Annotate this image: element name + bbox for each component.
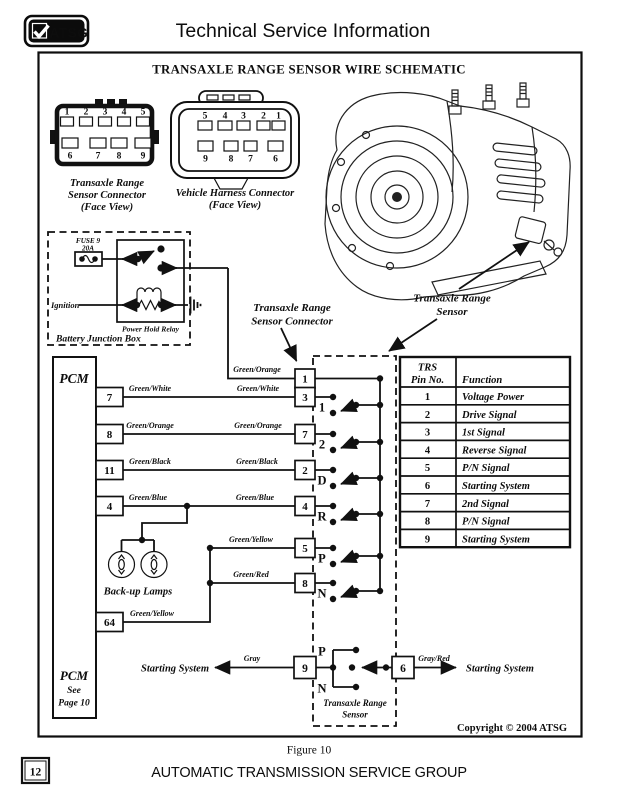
starting-system-label: Starting System [466, 663, 534, 675]
gear-position: N [317, 586, 327, 601]
fuse-name: FUSE 9 [75, 237, 101, 245]
pcm-pin: 11 [104, 465, 115, 477]
wire-color-label: Gray [243, 654, 261, 663]
pcm-module [53, 357, 123, 718]
pcm-pin: 8 [106, 429, 113, 441]
logo-text: ATSG [49, 25, 89, 41]
contact-letter: P [318, 644, 326, 659]
pcm-label: PCM [59, 371, 89, 386]
gear-position: R [317, 509, 327, 524]
pin-number: 9 [203, 154, 208, 165]
connector-label: (Face View) [208, 200, 262, 211]
backup-lamps-label: Back-up Lamps [103, 586, 173, 598]
wire-color-label: Green/White [236, 384, 280, 393]
connector-label: (Face View) [80, 202, 134, 213]
table-cell-pin: 9 [424, 534, 431, 546]
table-cell-pin: 4 [424, 445, 431, 457]
contact-letter: N [317, 681, 327, 696]
sensor-connector-face-view [50, 99, 159, 213]
backup-lamps [103, 506, 187, 598]
trs-pin: 8 [302, 578, 308, 590]
table-cell-pin: 2 [424, 409, 431, 421]
sensor-inner-label: Transaxle Range [323, 698, 387, 708]
wire-color-label: Green/Orange [126, 421, 174, 430]
pin-number: 2 [261, 111, 266, 122]
wire-color-label: Gray/Red [418, 654, 450, 663]
table-cell-pin: 6 [424, 481, 431, 492]
callout-text: Transaxle Range [253, 302, 331, 314]
atsg-logo [25, 16, 88, 46]
table-cell-fn: P/N Signal [462, 463, 510, 475]
relay-label: Power Hold Relay [122, 324, 179, 334]
copyright-text: Copyright © 2004 ATSG [456, 723, 567, 734]
pin-number: 6 [67, 151, 73, 162]
transaxle-illustration [325, 83, 570, 300]
backup-lamp-icon [109, 552, 135, 578]
footer-org-name: AUTOMATIC TRANSMISSION SERVICE GROUP [151, 765, 467, 781]
junction-box-label: Battery Junction Box [56, 333, 141, 345]
ignition-label: Ignition [51, 300, 80, 310]
pin-number: 3 [241, 111, 246, 122]
pin-number: 1 [64, 107, 70, 118]
pin-number: 9 [140, 151, 146, 162]
trs-pin: 4 [302, 501, 308, 513]
trs-pin: 6 [400, 663, 406, 675]
pin-number: 1 [276, 111, 281, 122]
wire-color-label: Green/Yellow [229, 535, 273, 544]
wire-color-label: Green/Orange [233, 365, 281, 374]
wire-color-label: Green/White [128, 384, 172, 393]
wire-color-label: Green/Yellow [130, 609, 174, 618]
table-cell-pin: 8 [424, 516, 431, 528]
wire-color-label: Green/Black [129, 457, 171, 466]
callout-text: Transaxle Range [413, 292, 491, 305]
pin-number: 7 [248, 154, 253, 165]
pin-number: 5 [140, 107, 146, 118]
trs-pin: 7 [302, 429, 308, 441]
trs-pin: 3 [302, 392, 308, 404]
pin-number: 4 [121, 107, 127, 118]
trs-sensor-callout [389, 242, 529, 351]
pin-number: 5 [202, 111, 208, 122]
trs-pin: 1 [302, 373, 308, 386]
table-cell-fn: Drive Signal [462, 409, 517, 421]
range-sensor-on-case [515, 216, 562, 256]
pin-number: 8 [228, 154, 234, 165]
page-title: Technical Service Information [175, 20, 431, 42]
fuse-symbol [75, 252, 102, 266]
starting-system-switch [141, 645, 534, 720]
trs-pin: 2 [302, 465, 308, 477]
table-header: Function [462, 375, 503, 386]
pcm-pin: 4 [106, 501, 113, 513]
pin-number: 2 [83, 107, 89, 118]
pin-number: 6 [273, 154, 278, 165]
ground-icon [191, 297, 201, 314]
pin-number: 7 [95, 151, 101, 162]
gear-position: P [318, 551, 326, 566]
table-cell-fn: Starting System [462, 534, 530, 546]
mounting-studs [449, 83, 529, 114]
connector-label: Transaxle Range [70, 178, 144, 189]
table-cell-fn: Reverse Signal [462, 445, 527, 457]
fuse-rating: 20A [82, 244, 94, 253]
table-cell-pin: 3 [424, 427, 431, 439]
wire-color-label: Green/Red [233, 570, 269, 579]
pcm-note: See [67, 686, 81, 696]
schematic-heading: TRANSAXLE RANGE SENSOR WIRE SCHEMATIC [152, 62, 466, 77]
pin-number: 4 [222, 111, 228, 122]
pcm-pin: 7 [106, 392, 113, 404]
table-cell-fn: Voltage Power [462, 392, 525, 403]
sensor-inner-label: Sensor [342, 709, 368, 720]
table-cell-fn: Starting System [462, 481, 530, 492]
pcm-label: PCM [59, 668, 89, 683]
trs-pin: 5 [302, 543, 308, 555]
callout-text: Sensor [436, 306, 468, 318]
harness-connector-face-view [171, 91, 299, 211]
table-header: Pin No. [410, 375, 445, 386]
table-cell-fn: P/N Signal [462, 516, 510, 528]
table-cell-fn: 2nd Signal [462, 498, 509, 510]
trs-connector-callout [251, 302, 333, 361]
pcm-pin: 64 [104, 617, 115, 629]
table-cell-pin: 5 [424, 463, 431, 475]
trs-pin: 9 [302, 663, 308, 675]
table-cell-pin: 1 [424, 392, 431, 403]
table-cell-fn: 1st Signal [462, 427, 505, 439]
backup-lamp-icon [141, 552, 167, 578]
pin-number: 8 [116, 151, 122, 162]
wire-color-label: Green/Orange [234, 421, 282, 430]
starting-system-label: Starting System [141, 663, 209, 675]
pin-number: 3 [102, 107, 108, 118]
connector-label: Sensor Connector [68, 190, 146, 201]
gear-position: 2 [318, 437, 326, 452]
callout-text: Sensor Connector [251, 315, 333, 328]
table-header: TRS [417, 362, 438, 374]
wire-color-label: Green/Black [236, 457, 278, 466]
wire-color-label: Green/Blue [128, 493, 168, 502]
connector-label: Vehicle Harness Connector [175, 188, 295, 199]
wire-color-label: Green/Blue [235, 493, 275, 502]
page-number: 12 [29, 766, 42, 779]
gear-position: D [317, 473, 327, 488]
pcm-note: Page 10 [58, 698, 90, 709]
gear-position: 1 [318, 400, 326, 415]
page-number-box [22, 758, 49, 783]
trs-pin-table [400, 357, 570, 547]
table-cell-pin: 7 [424, 498, 431, 510]
figure-caption: Figure 10 [286, 744, 332, 757]
battery-junction-box [48, 232, 228, 345]
